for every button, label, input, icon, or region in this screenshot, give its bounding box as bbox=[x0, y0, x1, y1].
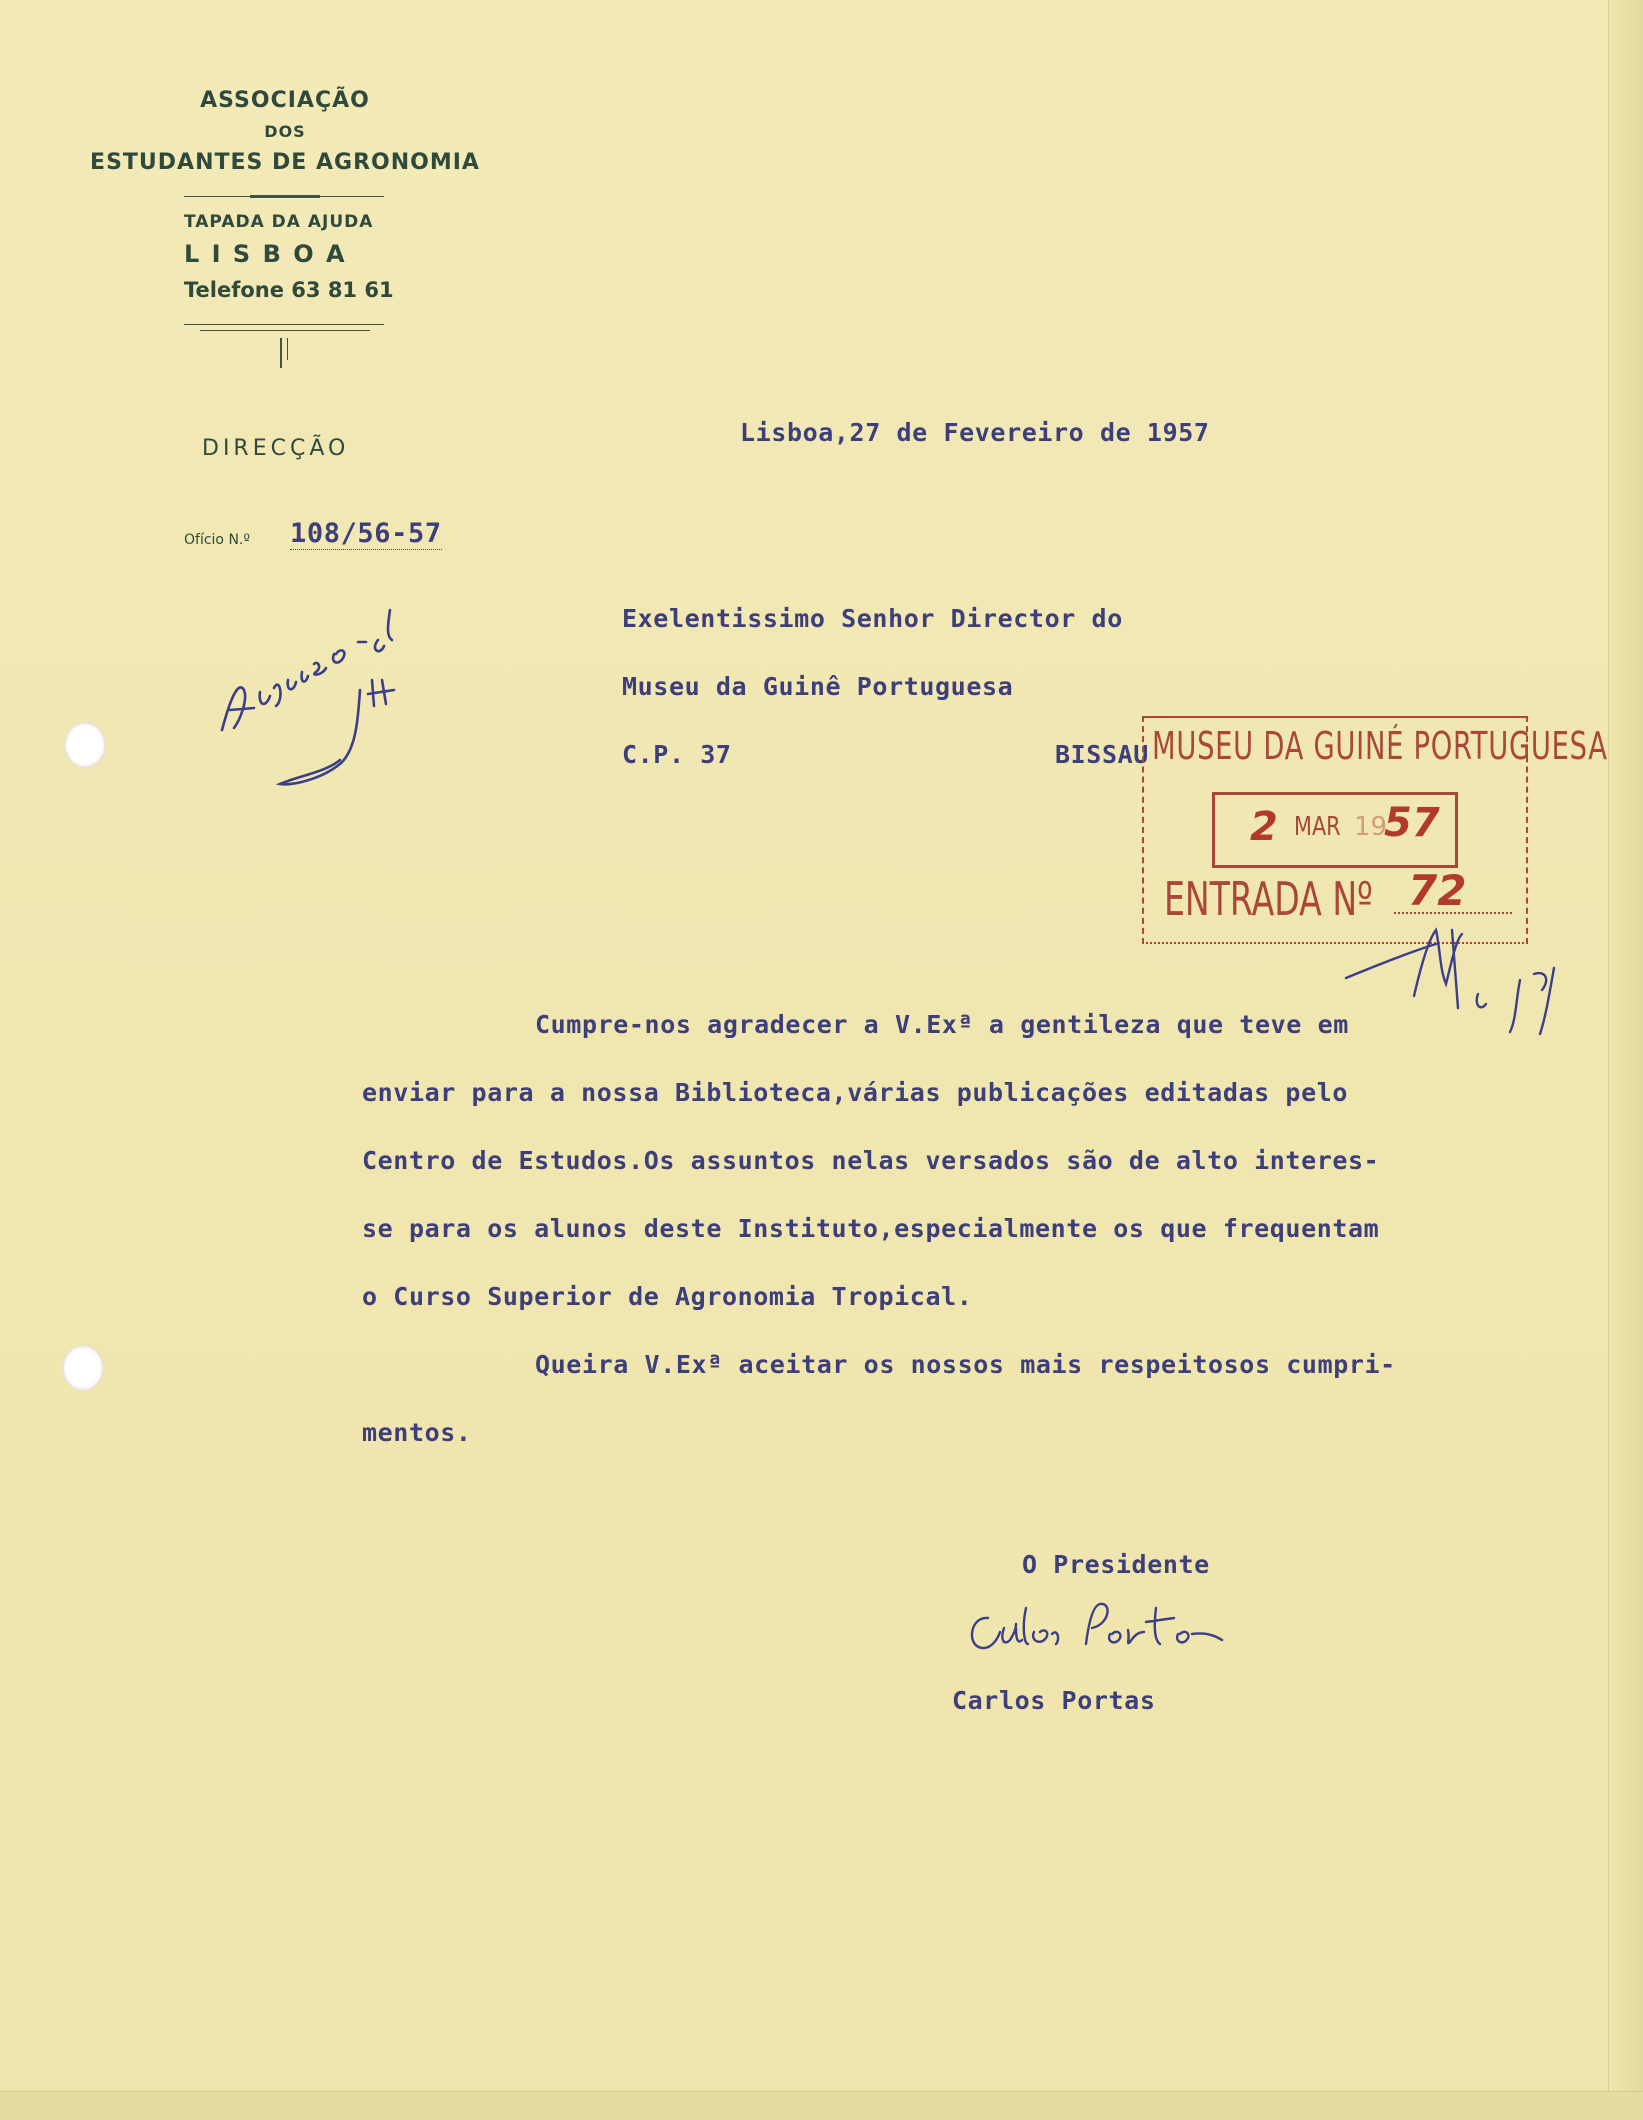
letterhead-line1: ASSOCIAÇÃO bbox=[200, 88, 370, 113]
letterhead-divider-3 bbox=[200, 330, 370, 331]
handwritten-initials-over-stamp bbox=[1340, 900, 1600, 1050]
letterhead-line3: ESTUDANTES DE AGRONOMIA bbox=[90, 150, 480, 175]
recipient-po-box: C.P. 37 bbox=[622, 740, 732, 769]
letterhead-line2: DOS bbox=[264, 122, 306, 141]
letterhead-department: DIRECÇÃO bbox=[202, 436, 350, 461]
closing-line-2: mentos. bbox=[362, 1418, 472, 1447]
recipient-city: BISSAU bbox=[1055, 740, 1149, 769]
recipient-line-2: Museu da Guinê Portuguesa bbox=[622, 672, 1014, 701]
body-line-3: Centro de Estudos.Os assuntos nelas versados são de alto interes- bbox=[362, 1146, 1380, 1175]
letterhead-city: L I S B O A bbox=[184, 240, 347, 268]
letterhead-tick-2 bbox=[287, 338, 288, 360]
stamp-entry-label: ENTRADA Nº bbox=[1164, 872, 1373, 926]
paper-edge-bottom bbox=[0, 2091, 1643, 2120]
date-line: Lisboa,27 de Fevereiro de 1957 bbox=[740, 418, 1210, 447]
paper-edge-right bbox=[1608, 0, 1643, 2120]
stamp-date-day: 2 bbox=[1250, 804, 1278, 850]
handwritten-archive-note bbox=[210, 580, 480, 800]
handwritten-signature bbox=[960, 1588, 1300, 1668]
stamp-date-month: MAR bbox=[1294, 812, 1341, 842]
letterhead-phone: Telefone 63 81 61 bbox=[184, 278, 394, 302]
punch-hole-bottom bbox=[62, 1345, 104, 1391]
letterhead-divider-2 bbox=[184, 324, 384, 325]
body-line-5: o Curso Superior de Agronomia Tropical. bbox=[362, 1282, 973, 1311]
stamp-date-year-prefix: 19 bbox=[1354, 812, 1388, 842]
stamp-header: MUSEU DA GUINÉ PORTUGUESA bbox=[1152, 724, 1608, 768]
body-line-2: enviar para a nossa Biblioteca,várias publicações editadas pelo bbox=[362, 1078, 1349, 1107]
closing-line-1: Queira V.Exª aceitar os nossos mais respeitosos cumpri- bbox=[535, 1350, 1396, 1379]
stamp-date-year: 57 bbox=[1384, 800, 1440, 846]
letterhead-tick-1 bbox=[280, 338, 282, 368]
signature-name: Carlos Portas bbox=[952, 1686, 1156, 1715]
stamp-entry-number: 72 bbox=[1408, 866, 1467, 915]
oficio-number: 108/56-57 bbox=[290, 518, 442, 549]
oficio-label: Ofício N.º bbox=[184, 532, 250, 548]
signature-title: O Presidente bbox=[1022, 1550, 1210, 1579]
recipient-line-1: Exelentissimo Senhor Director do bbox=[622, 604, 1123, 633]
body-line-4: se para os alunos deste Instituto,especialmente os que frequentam bbox=[362, 1214, 1380, 1243]
punch-hole-top bbox=[64, 722, 106, 768]
body-line-1: Cumpre-nos agradecer a V.Exª a gentileza que teve em bbox=[535, 1010, 1349, 1039]
letterhead-address: TAPADA DA AJUDA bbox=[184, 212, 374, 232]
letterhead-divider-accent bbox=[250, 195, 320, 198]
